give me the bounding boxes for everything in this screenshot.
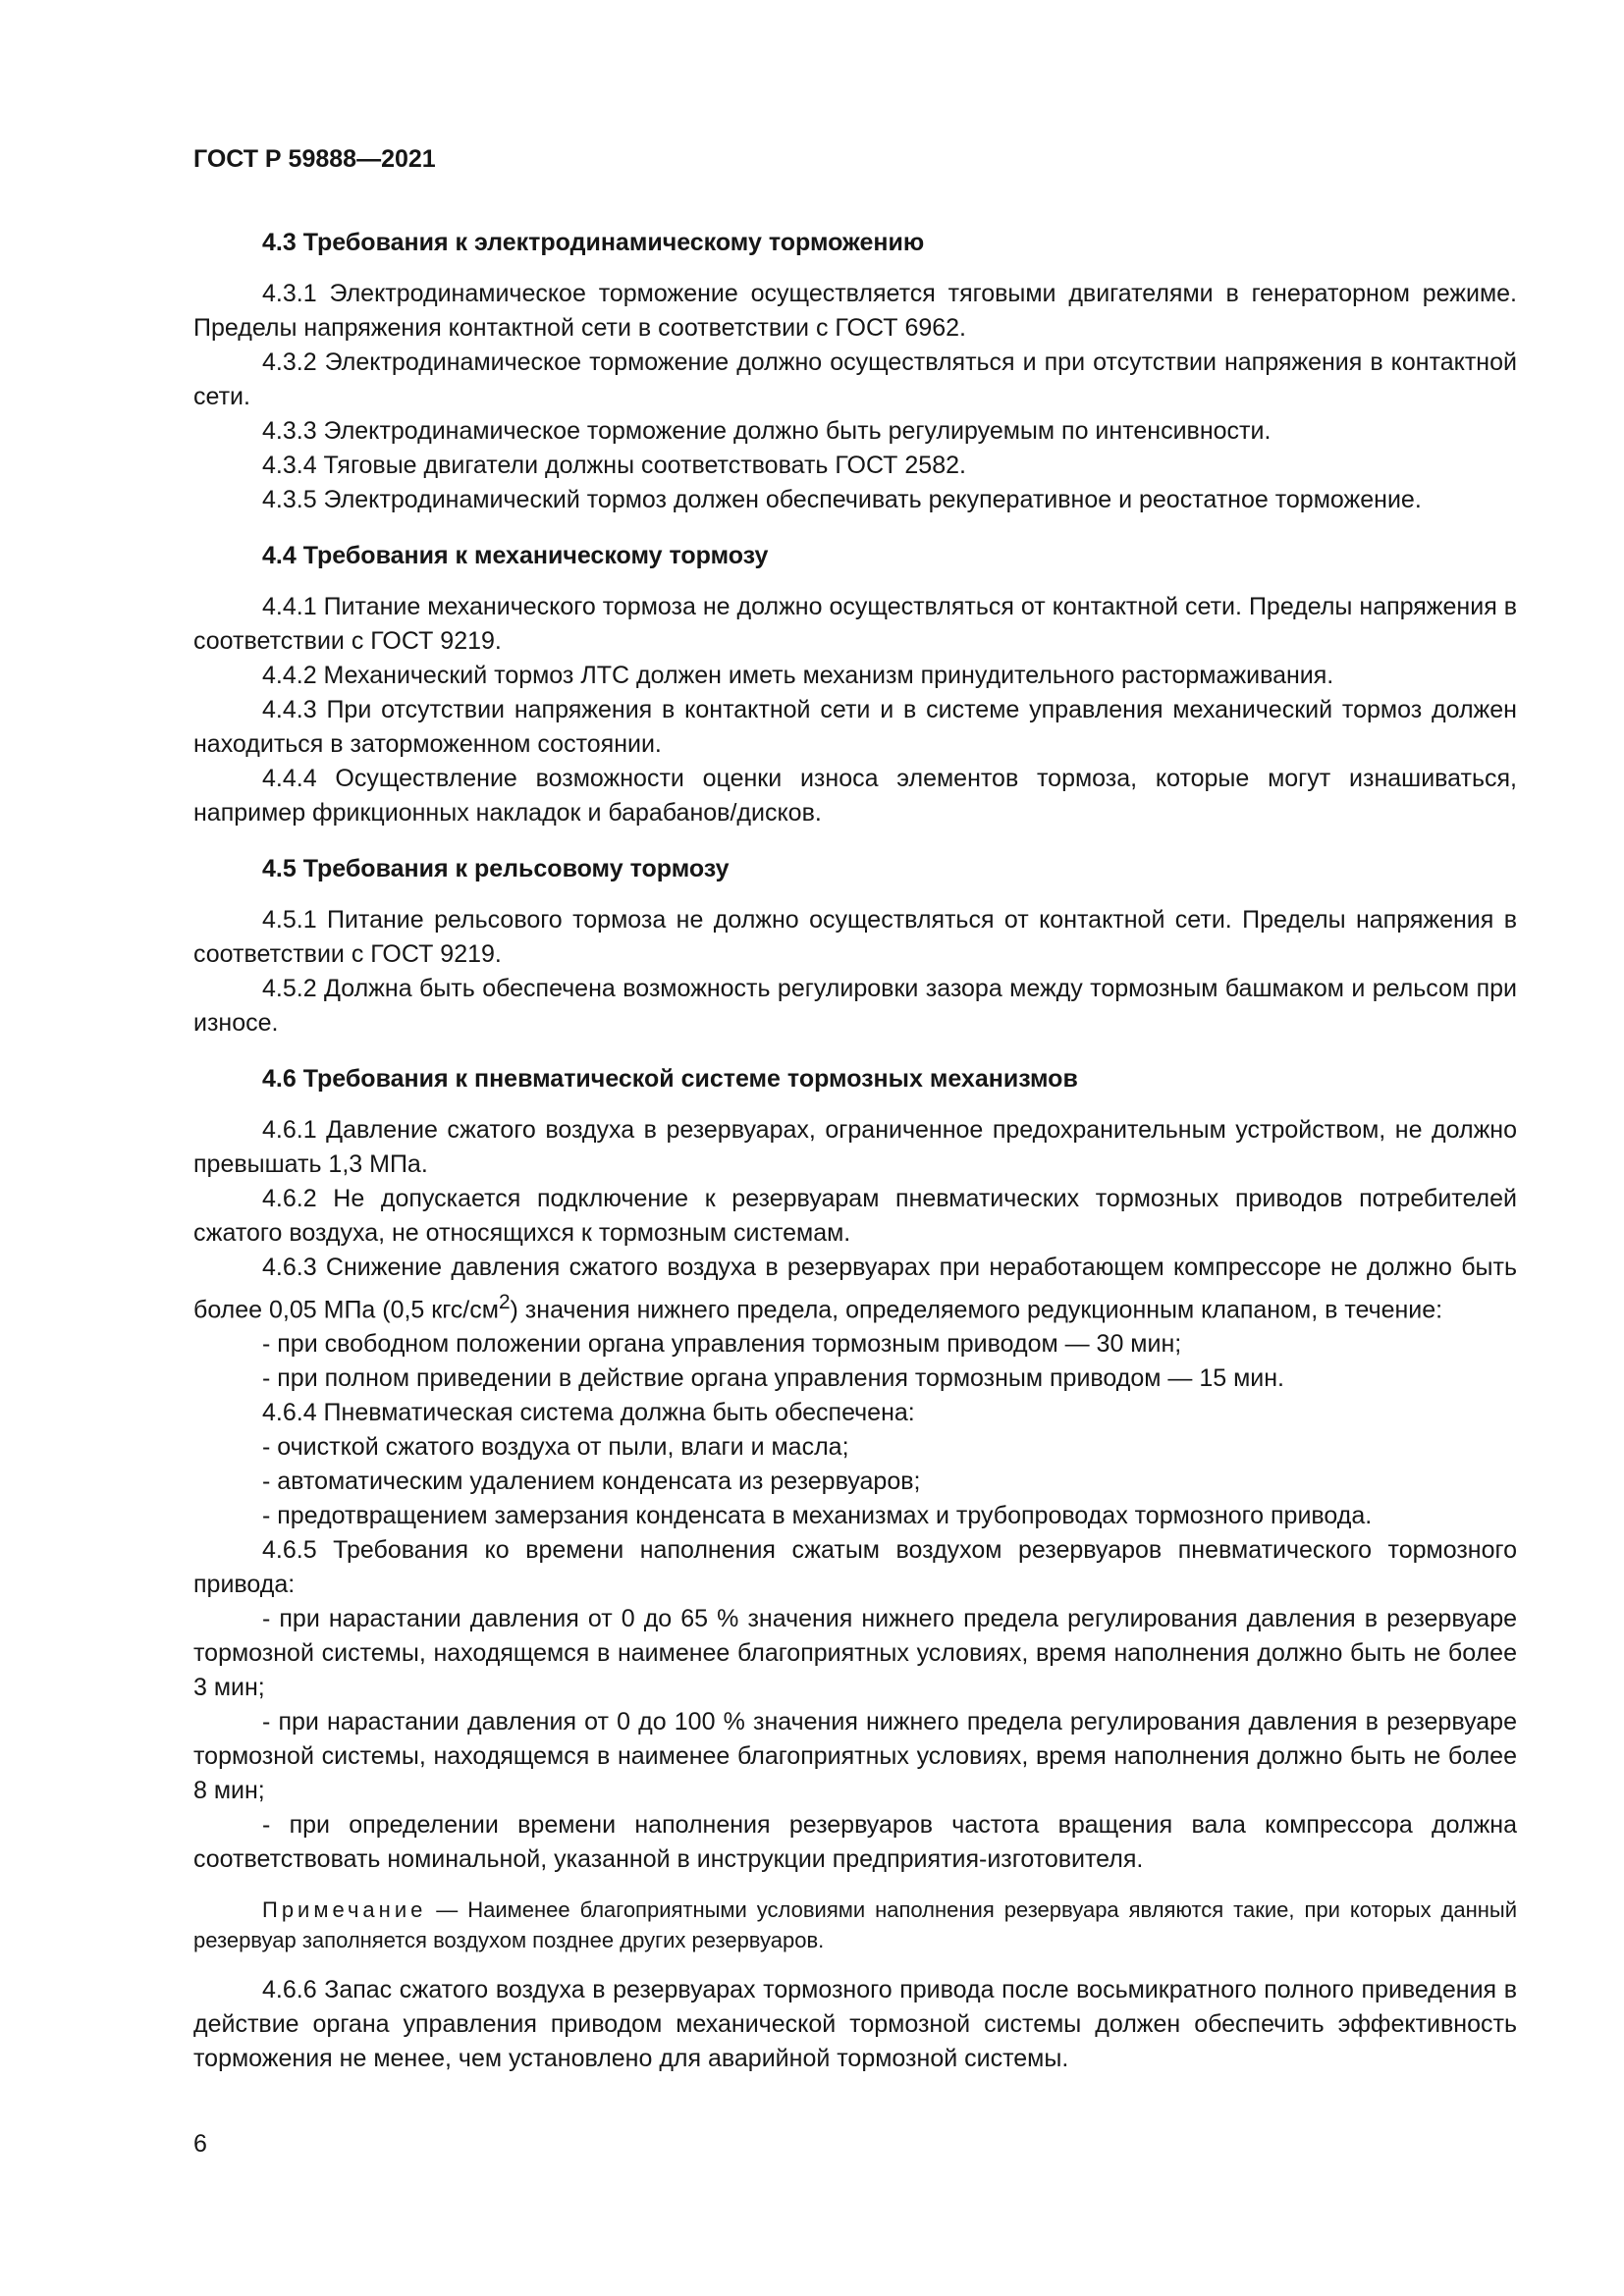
- document-page: [193, 142, 1517, 2076]
- section-title: 4.4 Требования к механическому тормозу: [262, 542, 769, 569]
- section-title: 4.5 Требования к рельсовому тормозу: [262, 855, 730, 882]
- note-text: — Наименее благоприятными условиями наполнения резервуара являются такие, при которых данный резервуар заполняется воздухом позднее других резервуаров.: [193, 1897, 1517, 1953]
- paragraph-text: 4.6.3 Снижение давления сжатого воздуха в резервуарах при неработающем компрессоре не должно быть более 0,05 МПа (0,5 кгс/см: [193, 1254, 1517, 1324]
- section-4-3: [193, 226, 1517, 517]
- list-item: - при нарастании давления от 0 до 65 % значения нижнего предела регулирования давления в резервуаре тормозной системы, находящемся в наименее благоприятных условиях, время наполнения должно быть не более 3 мин;: [193, 1605, 1517, 1702]
- note-label: Примечание: [262, 1897, 427, 1923]
- paragraph-4-6-3: [193, 1251, 1517, 1327]
- paragraph: 4.6.5 Требования ко времени наполнения сжатым воздухом резервуаров пневматического тормозного привода:: [193, 1536, 1517, 1599]
- section-4-5: [193, 852, 1517, 1041]
- paragraph: 4.4.3 При отсутствии напряжения в контактной сети и в системе управления механический тормоз должен находиться в заторможенном состоянии.: [193, 696, 1517, 758]
- paragraph: 4.3.5 Электродинамический тормоз должен обеспечивать рекуперативное и реостатное торможение.: [262, 486, 1422, 513]
- paragraph: 4.4.4 Осуществление возможности оценки износа элементов тормоза, которые могут изнашиваться, например фрикционных накладок и барабанов/дисков.: [193, 765, 1517, 827]
- section-4-4: [193, 539, 1517, 830]
- paragraph: 4.6.2 Не допускается подключение к резервуарам пневматических тормозных приводов потребителей сжатого воздуха, не относящихся к тормозным системам.: [193, 1185, 1517, 1247]
- paragraph-text: ) значения нижнего предела, определяемого редукционным клапаном, в течение:: [510, 1296, 1443, 1324]
- paragraph: 4.6.6 Запас сжатого воздуха в резервуарах тормозного привода после восьмикратного полного приведения в действие органа управления приводом механической тормозной системы должен обеспечить эффективность торможения не менее, чем установлено для аварийной тормозной системы.: [193, 1976, 1517, 2073]
- paragraph: 4.6.4 Пневматическая система должна быть обеспечена:: [262, 1399, 915, 1427]
- list-item: - при определении времени наполнения резервуаров частота вращения вала компрессора должна соответствовать номинальной, указанной в инструкции предприятия-изготовителя.: [193, 1811, 1517, 1874]
- paragraph: 4.3.3 Электродинамическое торможение должно быть регулируемым по интенсивности.: [262, 417, 1272, 445]
- paragraph: 4.3.2 Электродинамическое торможение должно осуществляться и при отсутствии напряжения в контактной сети.: [193, 348, 1517, 410]
- section-title: 4.3 Требования к электродинамическому торможению: [262, 229, 925, 256]
- list-item: - автоматическим удалением конденсата из резервуаров;: [262, 1468, 921, 1496]
- list-item: - очисткой сжатого воздуха от пыли, влаги и масла;: [262, 1433, 849, 1462]
- page-number: 6: [193, 2130, 207, 2158]
- document-id-header: ГОСТ Р 59888—2021: [193, 145, 436, 173]
- paragraph: 4.5.2 Должна быть обеспечена возможность регулировки зазора между тормозным башмаком и рельсом при износе.: [193, 975, 1517, 1037]
- list-item: - предотвращением замерзания конденсата в механизмах и трубопроводах тормозного привода.: [262, 1502, 1373, 1530]
- section-4-6: [193, 1062, 1517, 2076]
- paragraph: 4.3.1 Электродинамическое торможение осуществляется тяговыми двигателями в генераторном режиме. Пределы напряжения контактной сети в соответствии с ГОСТ 6962.: [193, 280, 1517, 342]
- list-item: - при полном приведении в действие органа управления тормозным приводом — 15 мин.: [262, 1364, 1284, 1393]
- list-item: - при нарастании давления от 0 до 100 % значения нижнего предела регулирования давления в резервуаре тормозной системы, находящемся в наименее благоприятных условиях, время наполнения должно быть не более 8 мин;: [193, 1708, 1517, 1805]
- paragraph: 4.4.1 Питание механического тормоза не должно осуществляться от контактной сети. Пределы напряжения в соответствии с ГОСТ 9219.: [193, 593, 1517, 655]
- paragraph: 4.5.1 Питание рельсового тормоза не должно осуществляться от контактной сети. Пределы напряжения в соответствии с ГОСТ 9219.: [193, 906, 1517, 968]
- paragraph: 4.3.4 Тяговые двигатели должны соответствовать ГОСТ 2582.: [262, 452, 966, 479]
- section-title: 4.6 Требования к пневматической системе тормозных механизмов: [262, 1065, 1078, 1093]
- paragraph: 4.6.1 Давление сжатого воздуха в резервуарах, ограниченное предохранительным устройством, не должно превышать 1,3 МПа.: [193, 1116, 1517, 1178]
- superscript: 2: [498, 1291, 511, 1313]
- paragraph: 4.4.2 Механический тормоз ЛТС должен иметь механизм принудительного растормаживания.: [262, 662, 1334, 689]
- list-item: - при свободном положении органа управления тормозным приводом — 30 мин;: [262, 1330, 1182, 1359]
- note: [193, 1895, 1517, 1955]
